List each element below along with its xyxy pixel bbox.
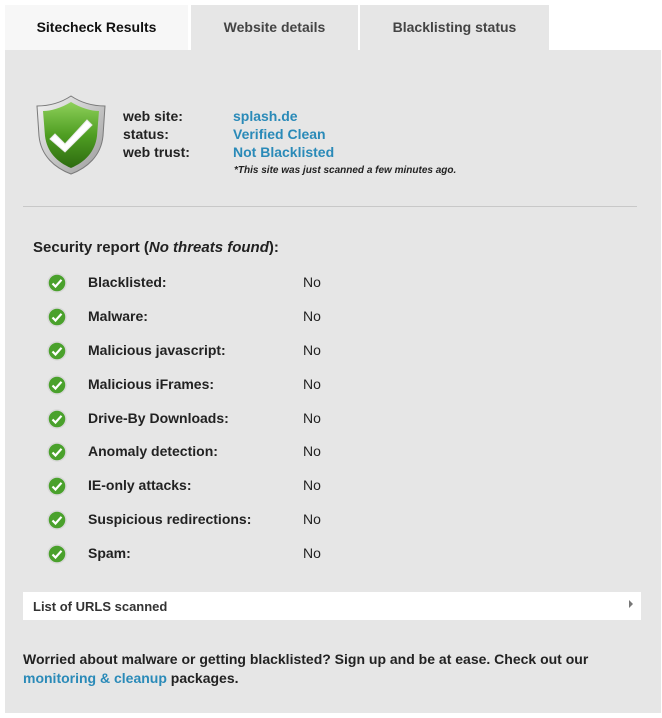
- check-circle-icon: [47, 476, 67, 496]
- security-report-title: Security report (No threats found):: [33, 239, 279, 256]
- check-value: No: [303, 307, 321, 324]
- check-circle-icon: [47, 273, 67, 293]
- check-value: No: [303, 375, 321, 392]
- status-label: status:: [123, 126, 169, 142]
- footer-promo: Worried about malware or getting blacklisted? Sign up and be at ease. Check out our monitoring & cleanup packages.: [23, 651, 589, 686]
- check-label: Malicious javascript:: [88, 341, 226, 358]
- website-value-link[interactable]: splash.de: [233, 108, 298, 124]
- urls-scanned-label: List of URLS scanned: [33, 599, 168, 614]
- results-panel: [5, 50, 661, 713]
- check-label: IE-only attacks:: [88, 477, 192, 494]
- urls-scanned-toggle[interactable]: [23, 592, 641, 620]
- monitoring-cleanup-link[interactable]: monitoring & cleanup: [23, 670, 167, 686]
- check-circle-icon: [47, 375, 67, 395]
- check-value: No: [303, 409, 321, 426]
- check-circle-icon: [47, 307, 67, 327]
- scan-note: *This site was just scanned a few minutes ago.: [234, 165, 457, 176]
- check-value: No: [303, 274, 321, 290]
- check-circle-icon: [47, 510, 67, 530]
- check-circle-icon: [47, 409, 67, 429]
- check-value: No: [303, 477, 321, 494]
- tab-sitecheck-results[interactable]: Sitecheck Results: [5, 5, 188, 51]
- tab-website-details[interactable]: Website details: [191, 5, 358, 50]
- trust-label: web trust:: [123, 144, 190, 160]
- check-circle-icon: [47, 442, 67, 462]
- check-label: Suspicious redirections:: [88, 511, 252, 528]
- check-value: No: [303, 443, 321, 460]
- shield-check-icon: [35, 94, 107, 176]
- check-value: No: [303, 341, 321, 358]
- check-value: No: [303, 545, 321, 562]
- divider: [23, 206, 637, 207]
- check-circle-icon: [47, 341, 67, 361]
- check-label: Malicious iFrames:: [88, 375, 215, 392]
- check-label: Drive-By Downloads:: [88, 409, 229, 426]
- check-label: Anomaly detection:: [88, 443, 218, 460]
- check-value: No: [303, 511, 321, 528]
- chevron-right-icon: [629, 600, 633, 608]
- check-label: Malware:: [88, 307, 148, 324]
- status-value: Verified Clean: [233, 126, 326, 142]
- website-label: web site:: [123, 108, 183, 124]
- check-label: Blacklisted:: [88, 274, 167, 290]
- trust-value: Not Blacklisted: [233, 144, 335, 160]
- check-circle-icon: [47, 544, 67, 564]
- tab-blacklisting-status[interactable]: Blacklisting status: [360, 5, 549, 50]
- check-label: Spam:: [88, 545, 131, 562]
